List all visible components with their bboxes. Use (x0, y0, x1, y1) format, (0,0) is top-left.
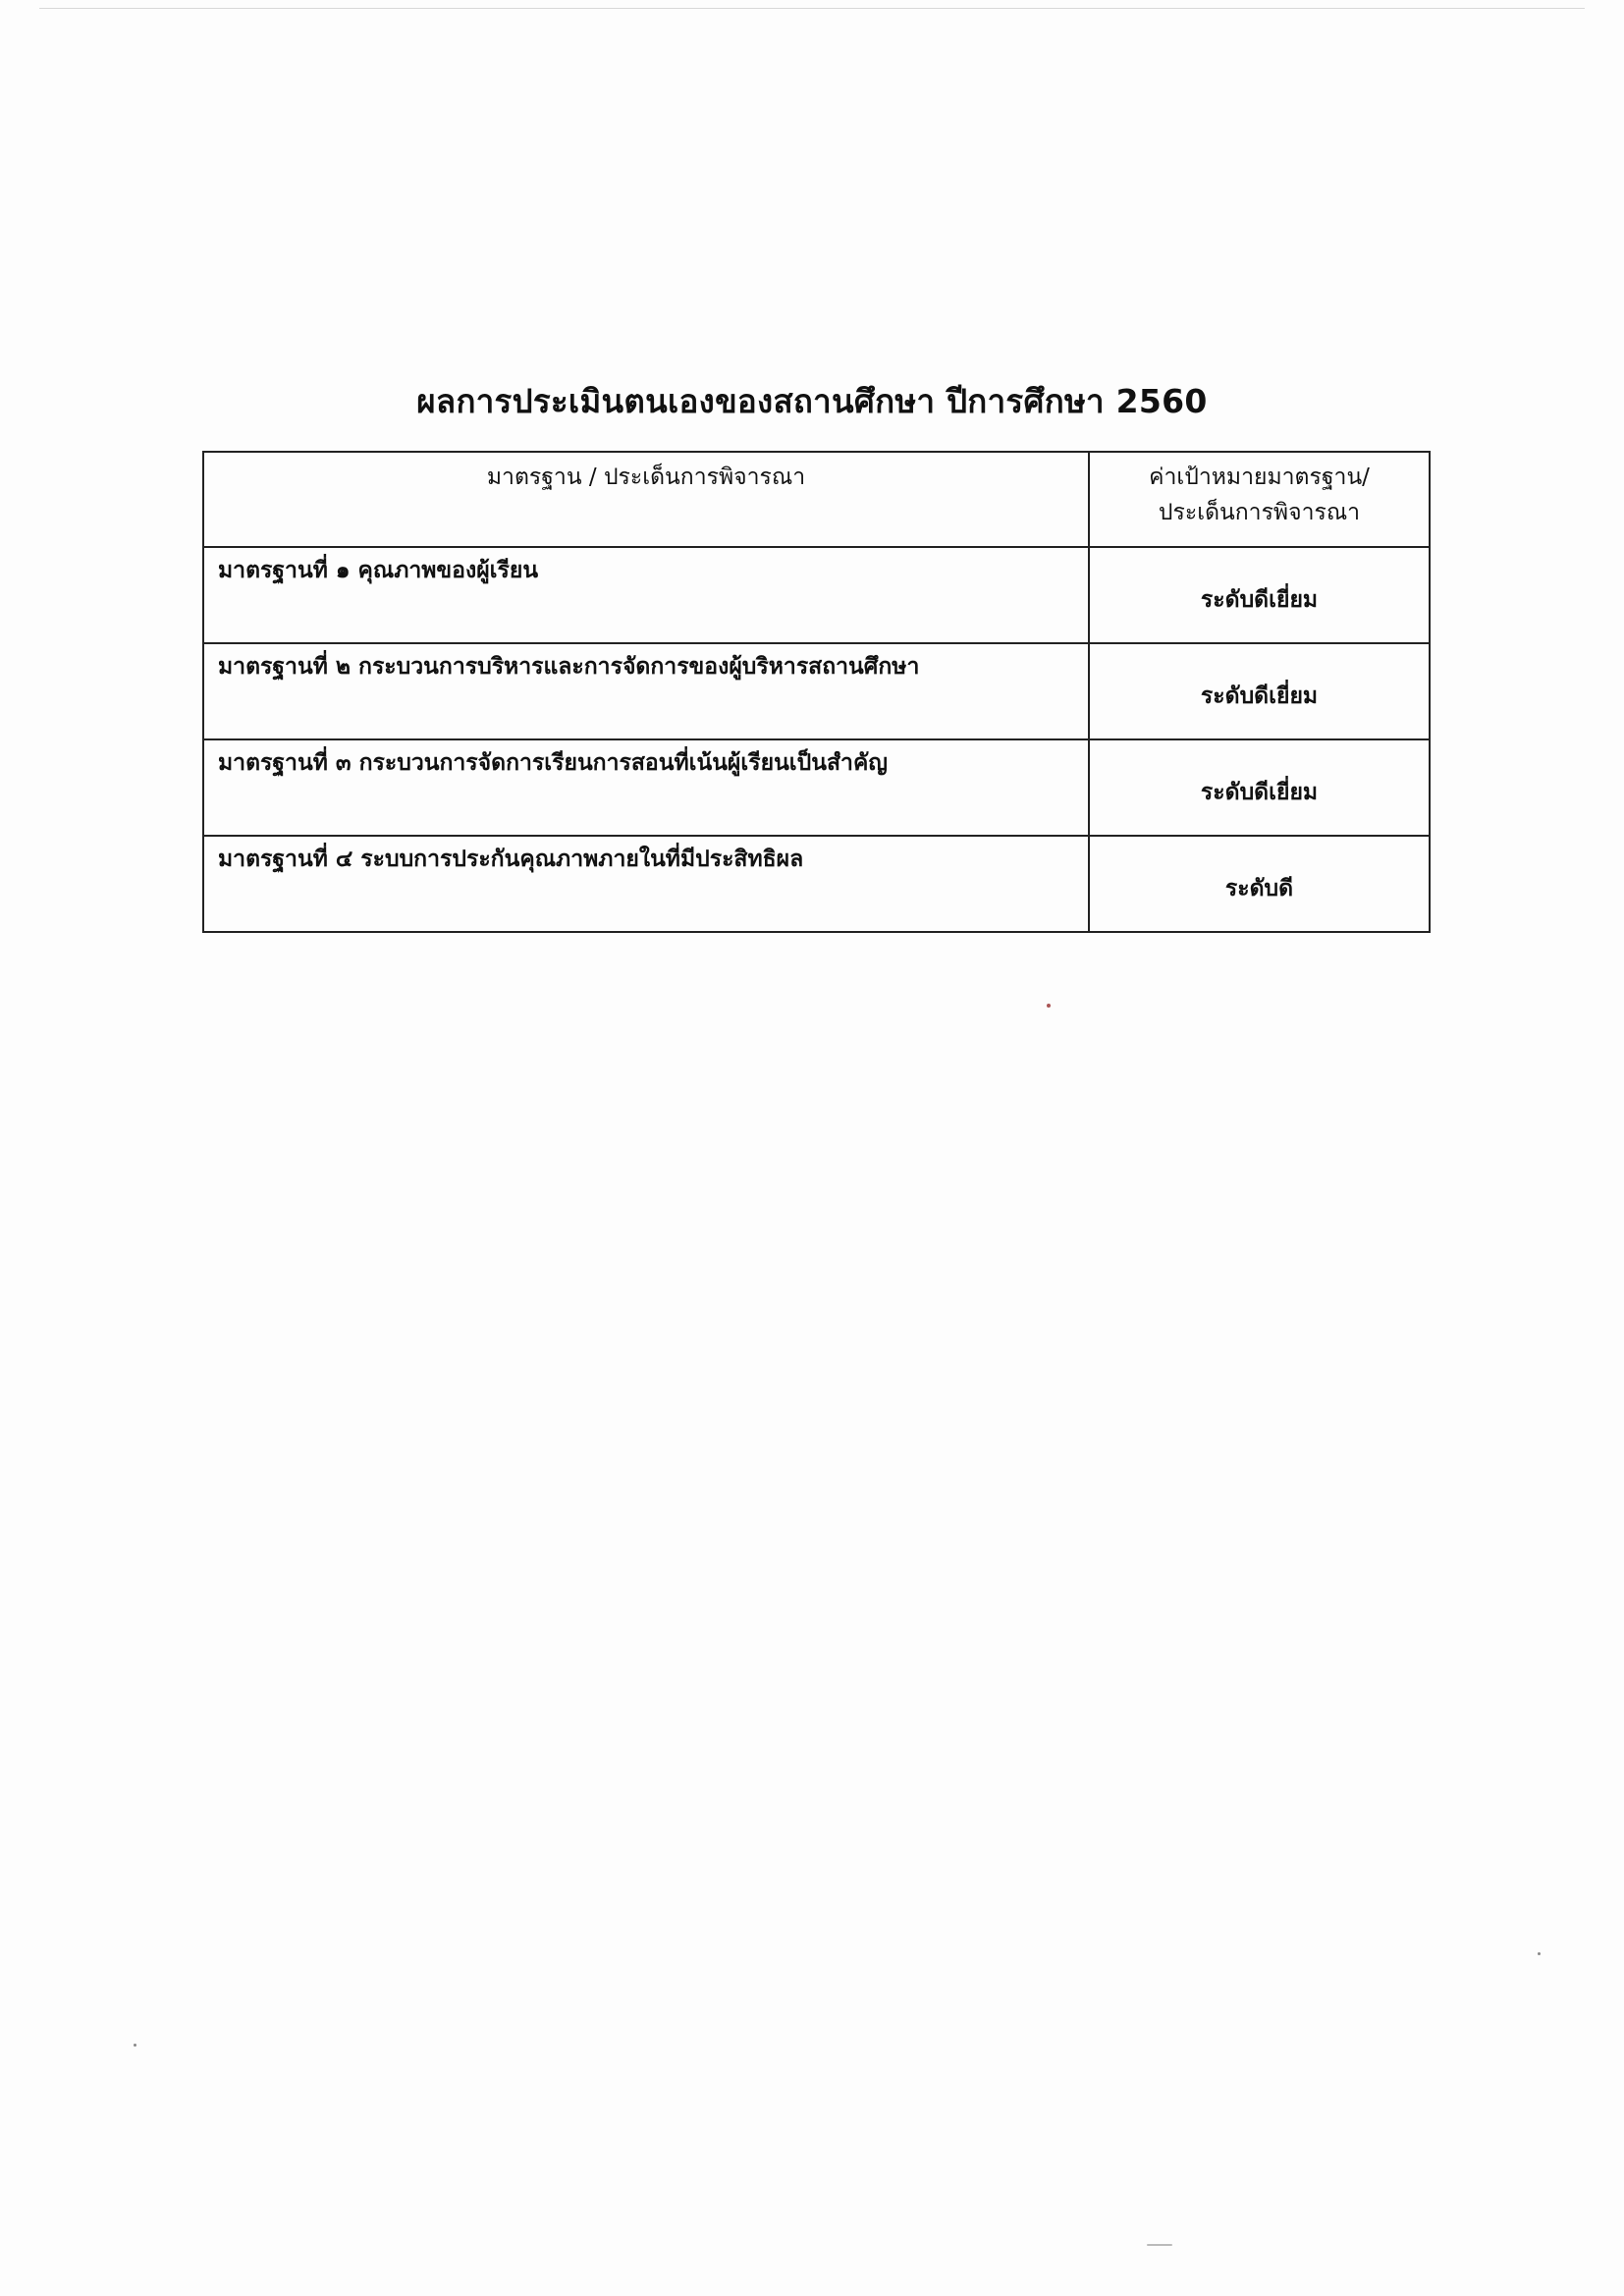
self-assessment-table (202, 451, 1431, 933)
scan-speck (1538, 1952, 1541, 1955)
standard-cell: มาตรฐานที่ ๔ ระบบการประกันคุณภาพภายในที่มีประสิทธิผล (203, 836, 1089, 932)
scan-speck (1147, 2244, 1172, 2246)
table-row (203, 739, 1430, 836)
table-row (203, 836, 1430, 932)
header-standard: มาตรฐาน / ประเด็นการพิจารณา (203, 452, 1089, 547)
table-row (203, 547, 1430, 643)
table-row (203, 643, 1430, 739)
standard-cell: มาตรฐานที่ ๑ คุณภาพของผู้เรียน (203, 547, 1089, 643)
standard-cell: มาตรฐานที่ ๓ กระบวนการจัดการเรียนการสอนที่เน้นผู้เรียนเป็นสำคัญ (203, 739, 1089, 836)
scan-speck (1047, 1004, 1051, 1008)
header-target (1089, 452, 1430, 547)
level-cell: ระดับดีเยี่ยม (1089, 547, 1430, 643)
header-target-line1: ค่าเป้าหมายมาตรฐาน/ (1149, 465, 1370, 490)
scan-speck (134, 2044, 136, 2047)
document-title: ผลการประเมินตนเองของสถานศึกษา ปีการศึกษา 2560 (416, 382, 1208, 420)
level-cell: ระดับดี (1089, 836, 1430, 932)
header-target-line2: ประเด็นการพิจารณา (1158, 500, 1361, 525)
level-cell: ระดับดีเยี่ยม (1089, 643, 1430, 739)
table-header-row (203, 452, 1430, 547)
standard-cell: มาตรฐานที่ ๒ กระบวนการบริหารและการจัดการของผู้บริหารสถานศึกษา (203, 643, 1089, 739)
level-cell: ระดับดีเยี่ยม (1089, 739, 1430, 836)
scan-edge-line (39, 8, 1585, 9)
